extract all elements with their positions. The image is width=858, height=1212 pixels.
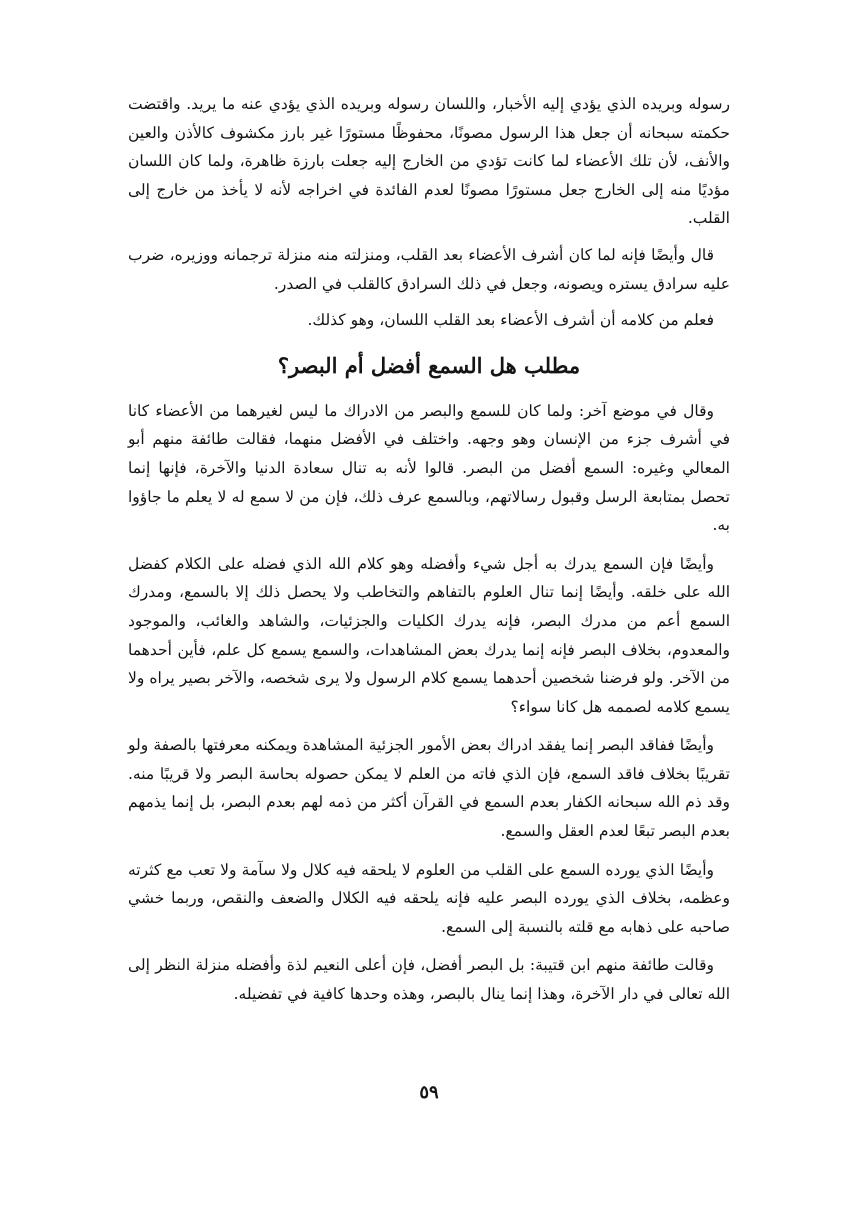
paragraph: وأيضًا ففاقد البصر إنما يفقد ادراك بعض الأمور الجزئية المشاهدة ويمكنه معرفتها بالصفة ولو تقريبًا بخلاف فاقد السمع، فإن الذي فاته من العلم لا يمكن حصوله بحاسة البصر ولا قريبًا منه. وقد ذم الله سبحانه الكفار بعدم السمع في القرآن أكثر من ذمه لهم بعدم البصر، بل إنما يذمهم بعدم البصر تبعًا لعدم العقل والسمع. <box>128 736 730 841</box>
paragraph: قال وأيضًا فإنه لما كان أشرف الأعضاء بعد القلب، ومنزلته منه منزلة ترجمانه ووزيره، ضرب عليه سرادق يستره ويصونه، وجعل في ذلك السرادق كالقلب في الصدر. <box>128 245 730 293</box>
paragraph-continuation: رسوله وبريده الذي يؤدي إليه الأخبار، واللسان رسوله وبريده الذي يؤدي عنه ما يريد. واقتضت حكمته سبحانه أن جعل هذا الرسول مصونًا، محفوظًا مستورًا غير بارز مكشوف كالأذن والعين والأنف، لأن تلك الأعضاء لما كانت تؤدي من الخارج إليه جعلت بارزة ظاهرة، ولما كان اللسان مؤديًا منه إلى الخارج جعل مستورًا مصونًا لعدم الفائدة في اخراجه لأنه لا يأخذ من خارج إلى القلب. <box>128 95 730 228</box>
page-number: ٥٩ <box>419 1082 439 1103</box>
paragraph: وقال في موضع آخر: ولما كان للسمع والبصر من الادراك ما ليس لغيرهما من الأعضاء كانا في أشرف جزء من الإنسان وهو وجهه. واختلف في الأفضل منهما، فقالت طائفة منهم أبو المعالي وغيره: السمع أفضل من البصر. قالوا لأنه به تنال سعادة الدنيا والآخرة، فإنها إنما تحصل بمتابعة الرسل وقبول رسالاتهم، وبالسمع عرف ذلك، فإن من لا سمع له لا يعلم ما جاؤوا به. <box>128 401 730 535</box>
section-heading: مطلب هل السمع أفضل أم البصر؟ <box>277 352 581 378</box>
paragraph: وقالت طائفة منهم ابن قتيبة: بل البصر أفضل، فإن أعلى النعيم لذة وأفضله منزلة النظر إلى الله تعالى في دار الآخرة، وهذا إنما ينال بالبصر، وهذه وحدها كافية في تفضيله. <box>128 956 730 1004</box>
page-body <box>128 90 730 1009</box>
paragraph: فعلم من كلامه أن أشرف الأعضاء بعد القلب اللسان، وهو كذلك. <box>307 311 714 330</box>
paragraph: وأيضًا فإن السمع يدرك به أجل شيء وأفضله وهو كلام الله الذي فضله على الكلام كفضل الله على خلقه. وأيضًا إنما تنال العلوم بالتفاهم والتخاطب ولا يحصل ذلك إلا بالسمع، ومدرك السمع أعم من مدرك البصر، فإنه يدرك الكليات والجزئيات، والشاهد والغائب، والموجود والمعدوم، بخلاف البصر فإنه إنما يدرك بعض المشاهدات، والسمع يسمع كل علم، فأين أحدهما من الآخر. ولو فرضنا شخصين أحدهما يسمع كلام الرسول ولا يرى شخصه، والآخر بصير يراه ولا يسمع كلامه لصممه هل كانا سواء؟ <box>128 554 730 716</box>
paragraph: وأيضًا الذي يورده السمع على القلب من العلوم لا يلحقه فيه كلال ولا سآمة ولا تعب مع كثرته وعظمه، بخلاف الذي يورده البصر عليه فإنه يلحقه فيه الكلال والضعف والنقص، وربما خشي صاحبه على ذهابه مع قلته بالنسبة إلى السمع. <box>128 860 730 936</box>
